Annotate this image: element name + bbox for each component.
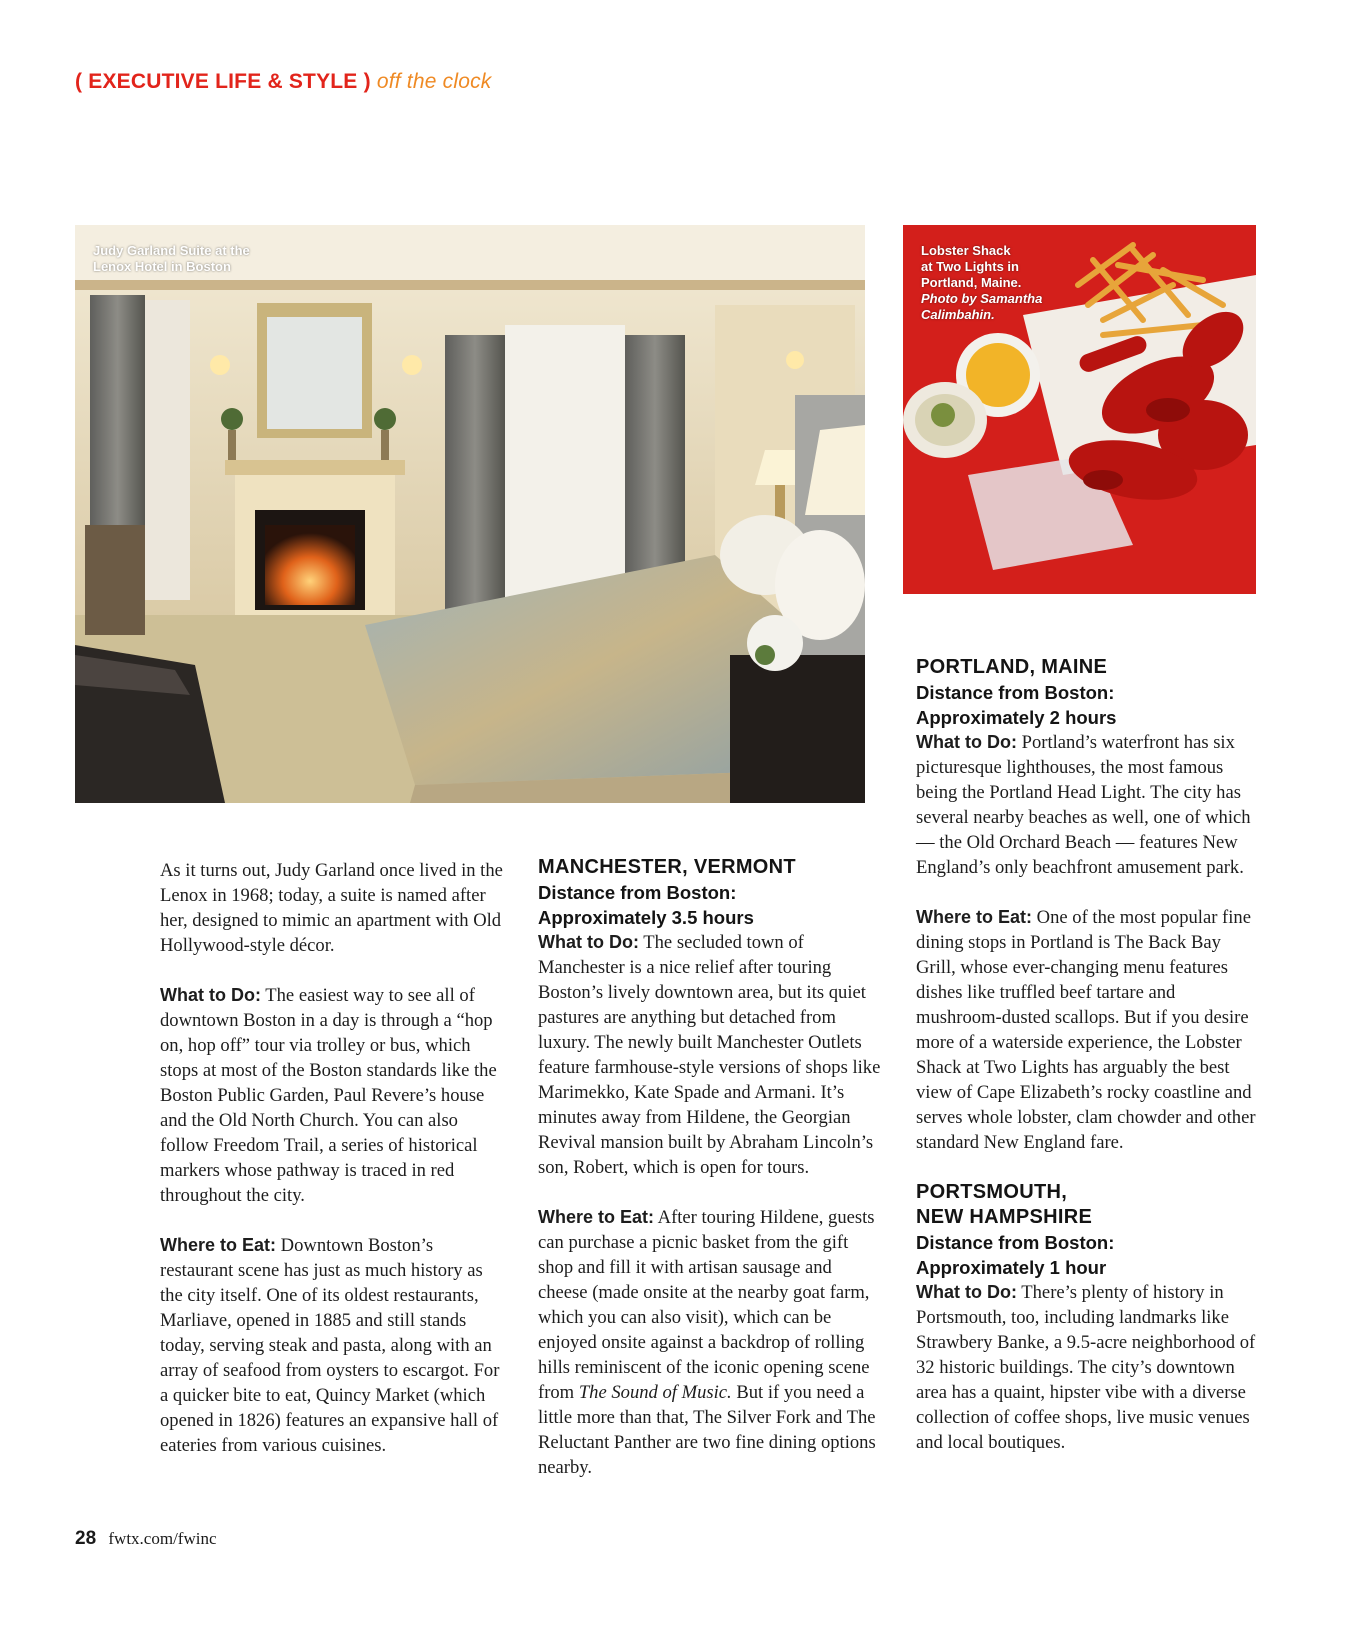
manchester-eat-text-1: After touring Hildene, guests can purchase a picnic basket from the gift shop and fill it with artisan sausage and cheese (made onsite at the nearby goat farm, which you can also visit), which can be enjoyed onsite against a backdrop of rolling hills reminiscent of the iconic opening scene from bbox=[538, 1207, 875, 1403]
hotel-caption-line-2: Lenox Hotel in Boston bbox=[93, 259, 231, 274]
lobster-caption-line-1: Lobster Shack bbox=[921, 243, 1011, 258]
boston-do-text: The easiest way to see all of downtown Boston in a day is through a “hop on, hop off” tour via trolley or bus, which stops at most of the Boston standards like the Boston Public Garden, Paul Revere’s house and the Old North Church. You can also follow Freedom Trail, a series of historical markers whose pathway is traced in red throughout the city. bbox=[160, 985, 497, 1206]
hotel-photo-caption bbox=[93, 243, 250, 275]
portland-eat-label: Where to Eat: bbox=[916, 907, 1033, 927]
boston-do-label: What to Do: bbox=[160, 985, 261, 1005]
page-number: 28 bbox=[75, 1528, 97, 1549]
portsmouth-distance-label: Distance from Boston: bbox=[916, 1232, 1115, 1253]
lobster-credit-line-2: Calimbahin. bbox=[921, 307, 995, 322]
footer-url[interactable]: fwtx.com/fwinc bbox=[108, 1529, 217, 1548]
portland-where-to-eat bbox=[916, 905, 1261, 1155]
hotel-suite-illustration bbox=[75, 225, 865, 803]
manchester-distance-label: Distance from Boston: bbox=[538, 882, 737, 903]
portsmouth-do-text: There’s plenty of history in Portsmouth, too, including landmarks like Strawbery Banke, a 9.5-acre neighborhood of 32 historic buildings. The city’s downtown area has a quaint, hipster vibe with a diverse collection of coffee shops, live music venues and local boutiques. bbox=[916, 1282, 1256, 1453]
boston-where-to-eat bbox=[160, 1233, 505, 1458]
lobster-credit-line-1: Photo by Samantha bbox=[921, 291, 1043, 306]
manchester-where-to-eat bbox=[538, 1205, 883, 1480]
boston-eat-text: Downtown Boston’s restaurant scene has just as much history as the city itself. One of its oldest restaurants, Marliave, opened in 1885 and still stands today, serving steak and pasta, along with an array of seafood from oysters to escargot. For a quicker bite to eat, Quincy Market (which opened in 1826) features an expansive hall of eateries from various cuisines. bbox=[160, 1235, 500, 1456]
portland-do-label: What to Do: bbox=[916, 732, 1017, 752]
lobster-caption-line-3: Portland, Maine. bbox=[921, 275, 1022, 290]
boston-eat-label: Where to Eat: bbox=[160, 1235, 277, 1255]
portsmouth-do-label: What to Do: bbox=[916, 1282, 1017, 1302]
lobster-shack-photo bbox=[903, 225, 1256, 594]
section-header bbox=[75, 70, 491, 94]
manchester-eat-label: Where to Eat: bbox=[538, 1207, 655, 1227]
portland-what-to-do bbox=[916, 730, 1261, 880]
portsmouth-title-line-2: NEW HAMPSHIRE bbox=[916, 1206, 1093, 1228]
section-title: EXECUTIVE LIFE & STYLE bbox=[88, 70, 358, 93]
header-close-paren: ) bbox=[363, 70, 371, 93]
boston-intro: As it turns out, Judy Garland once lived in the Lenox in 1968; today, a suite is named after her, designed to mimic an apartment with Old Hollywood-style décor. bbox=[160, 860, 503, 956]
page-footer bbox=[75, 1528, 217, 1550]
portsmouth-title-line-1: PORTSMOUTH, bbox=[916, 1181, 1068, 1203]
lobster-photo-caption bbox=[921, 243, 1042, 323]
portland-do-text: Portland’s waterfront has six picturesque lighthouses, the most famous being the Portland Head Light. The city has several nearby beaches as well, one of which — the Old Orchard Beach — features New England’s only beachfront amusement park. bbox=[916, 732, 1251, 878]
portland-distance-label: Distance from Boston: bbox=[916, 682, 1115, 703]
portland-distance-value: Approximately 2 hours bbox=[916, 707, 1117, 728]
hotel-caption-line-1: Judy Garland Suite at the bbox=[93, 243, 250, 258]
lobster-caption-line-2: at Two Lights in bbox=[921, 259, 1019, 274]
hotel-suite-photo bbox=[75, 225, 865, 803]
portland-title: PORTLAND, MAINE bbox=[916, 656, 1108, 678]
manchester-what-to-do bbox=[538, 930, 883, 1180]
column-manchester bbox=[538, 855, 883, 1505]
manchester-eat-film: The Sound of Music. bbox=[578, 1382, 732, 1403]
column-portland-portsmouth bbox=[916, 655, 1261, 1480]
manchester-do-text: The secluded town of Manchester is a nice relief after touring Boston’s lively downtown area, but its quiet pastures are anything but detached from luxury. The newly built Manchester Outlets feature farmhouse-style versions of shops like Marimekko, Kate Spade and Armani. It’s minutes away from Hildene, the Georgian Revival mansion built by Abraham Lincoln’s son, Robert, which is open for tours. bbox=[538, 932, 881, 1178]
portsmouth-what-to-do bbox=[916, 1280, 1261, 1455]
header-open-paren: ( bbox=[75, 70, 83, 93]
manchester-title: MANCHESTER, VERMONT bbox=[538, 856, 796, 878]
manchester-do-label: What to Do: bbox=[538, 932, 639, 952]
boston-what-to-do bbox=[160, 983, 505, 1208]
portsmouth-distance-value: Approximately 1 hour bbox=[916, 1257, 1107, 1278]
portland-eat-text: One of the most popular fine dining stops in Portland is The Back Bay Grill, whose ever-changing menu features dishes like truffled beef tartare and mushroom-dusted scallops. But if you desire more of a waterside experience, the Lobster Shack at Two Lights has arguably the best view of Cape Elizabeth’s rocky coastline and serves whole lobster, clam chowder and other standard New England fare. bbox=[916, 907, 1256, 1153]
column-boston bbox=[160, 858, 505, 1483]
subsection-title: off the clock bbox=[376, 70, 492, 93]
manchester-eat-text-2: But if you need a little more than that, The Silver Fork and The Reluctant Panther are two fine dining options nearby. bbox=[538, 1382, 876, 1478]
manchester-distance-value: Approximately 3.5 hours bbox=[538, 907, 754, 928]
